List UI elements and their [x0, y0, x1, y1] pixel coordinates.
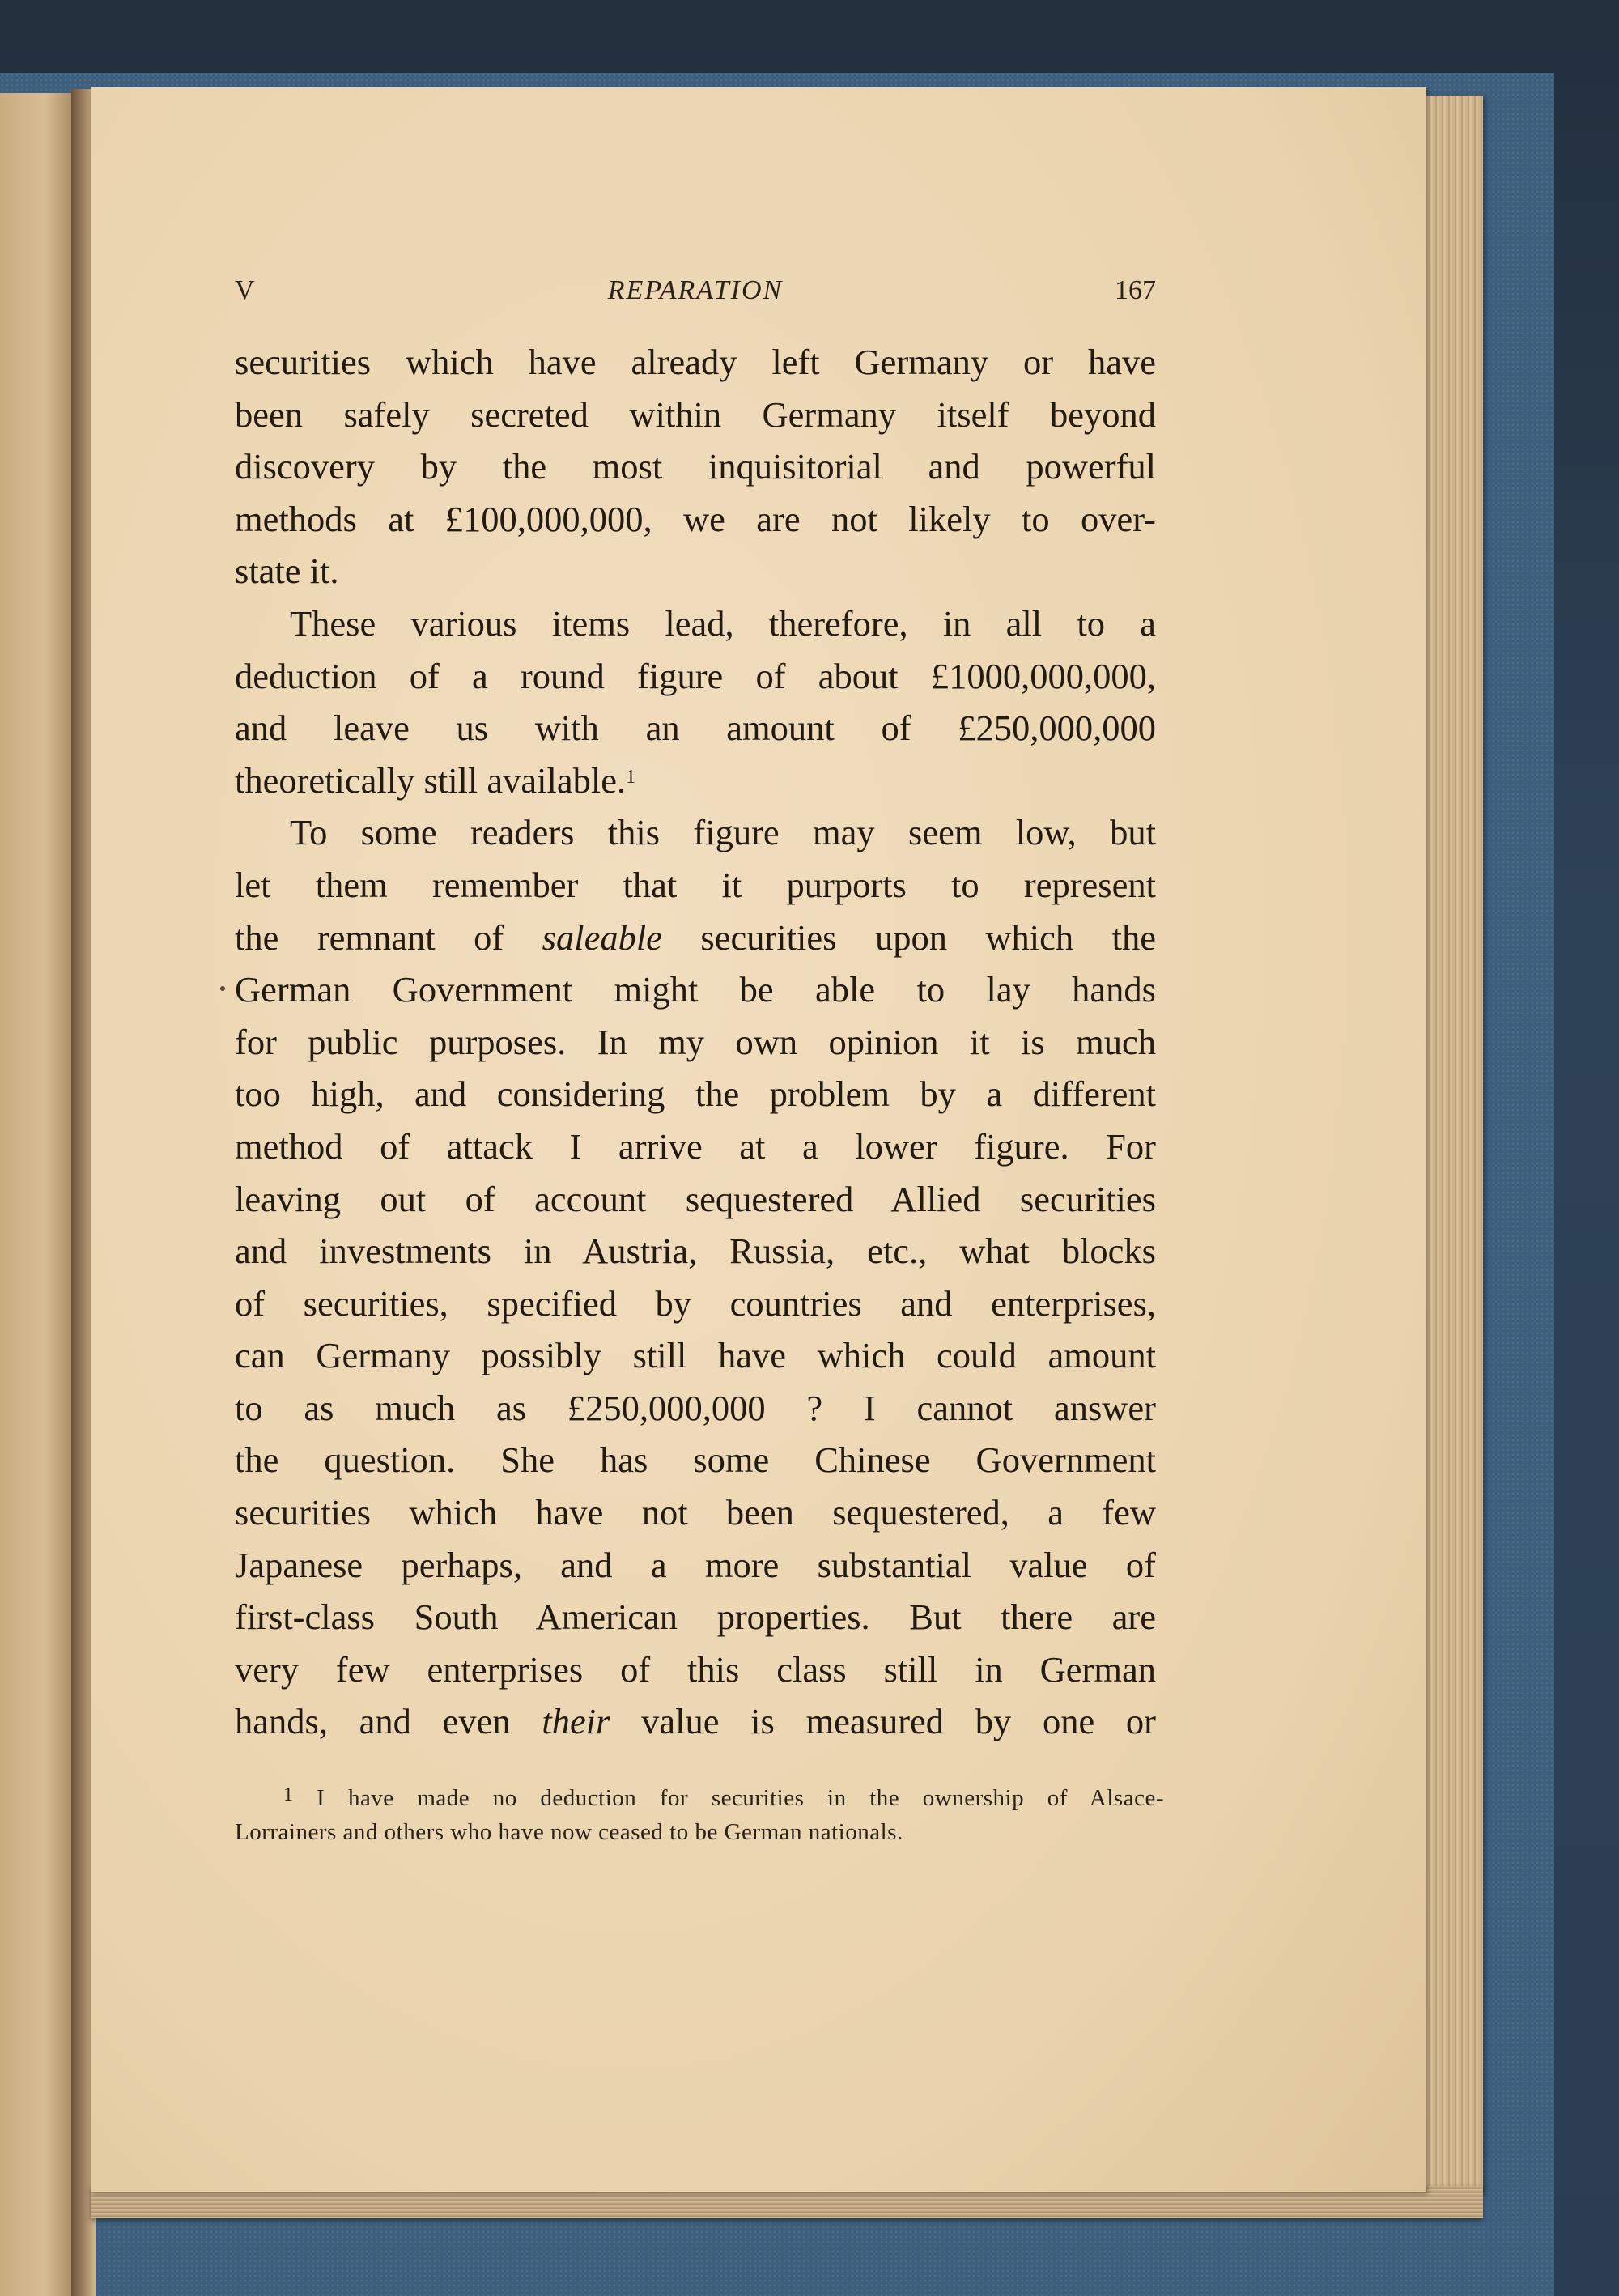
text-line: and investments in Austria, Russia, etc., what blocks — [235, 1231, 1156, 1272]
text-line: too high, and considering the problem by a different — [235, 1074, 1156, 1115]
text-line: discovery by the most inquisitorial and powerful — [235, 446, 1156, 487]
text-line: can Germany possibly still have which could amount — [235, 1335, 1156, 1376]
running-head — [235, 275, 1156, 311]
chapter-number: V — [235, 275, 255, 305]
text-line: deduction of a round figure of about £1000,000,000, — [235, 655, 1156, 696]
footnote-text: I have made no deduction for securities in the ownership of Alsace- — [317, 1785, 1164, 1811]
text-span: the remnant of — [235, 916, 542, 958]
text-line: German Government might be able to lay hands — [235, 969, 1156, 1010]
text-line: Japanese perhaps, and a more substantial value of — [235, 1544, 1156, 1585]
paragraph-3 — [235, 806, 1156, 1748]
text-line: and leave us with an amount of £250,000,000 — [235, 708, 1156, 749]
text-line: to as much as £250,000,000 ? I cannot answer — [235, 1387, 1156, 1428]
chapter-title: REPARATION — [607, 275, 784, 305]
text-line: To some readers this figure may seem low, but — [290, 812, 1156, 853]
footnote-marker: 1 — [283, 1784, 294, 1805]
text-line-emphasis — [235, 1695, 1156, 1748]
margin-dot — [220, 986, 225, 991]
text-line: These various items lead, therefore, in all to a — [290, 602, 1156, 644]
paragraph-2 — [235, 597, 1156, 806]
footnote — [235, 1781, 1164, 1849]
footnote-line: Lorrainers and others who have now ceased to be German nationals. — [235, 1819, 903, 1845]
footnote-line — [235, 1781, 1164, 1815]
text-line: state it. — [235, 551, 339, 592]
left-page-edge — [0, 93, 74, 2296]
page-number: 167 — [1115, 275, 1156, 305]
text-line: method of attack I arrive at a lower figure. For — [235, 1125, 1156, 1167]
text-line: methods at £100,000,000, we are not likely to over- — [235, 498, 1156, 539]
text-line: let them remember that it purports to represent — [235, 864, 1156, 905]
text-line-emphasis — [235, 912, 1156, 964]
text-line-with-ref — [235, 755, 1156, 807]
text-line: the question. She has some Chinese Government — [235, 1439, 1156, 1481]
footnote-reference: 1 — [626, 766, 636, 788]
italic-word: saleable — [542, 916, 662, 958]
text-line: securities which have not been sequestered, a few — [235, 1492, 1156, 1533]
italic-word: their — [542, 1701, 610, 1742]
paragraph-1 — [235, 336, 1156, 597]
text-line: theoretically still available. — [235, 759, 627, 801]
page-edges-right — [1426, 96, 1483, 2192]
text-line: of securities, specified by countries and enterprises, — [235, 1282, 1156, 1324]
text-line: very few enterprises of this class still in German — [235, 1648, 1156, 1690]
text-line: leaving out of account sequestered Allied securities — [235, 1178, 1156, 1219]
text-span: securities upon which the — [661, 916, 1156, 958]
text-span: value is measured by one or — [610, 1701, 1156, 1742]
text-line: first-class South American properties. But there are — [235, 1597, 1156, 1638]
text-line: securities which have already left Germany or have — [235, 342, 1156, 382]
text-line: been safely secreted within Germany itself beyond — [235, 393, 1156, 435]
text-line: for public purposes. In my own opinion it is much — [235, 1021, 1156, 1062]
body-text — [235, 336, 1156, 1748]
text-span: hands, and even — [235, 1701, 542, 1742]
